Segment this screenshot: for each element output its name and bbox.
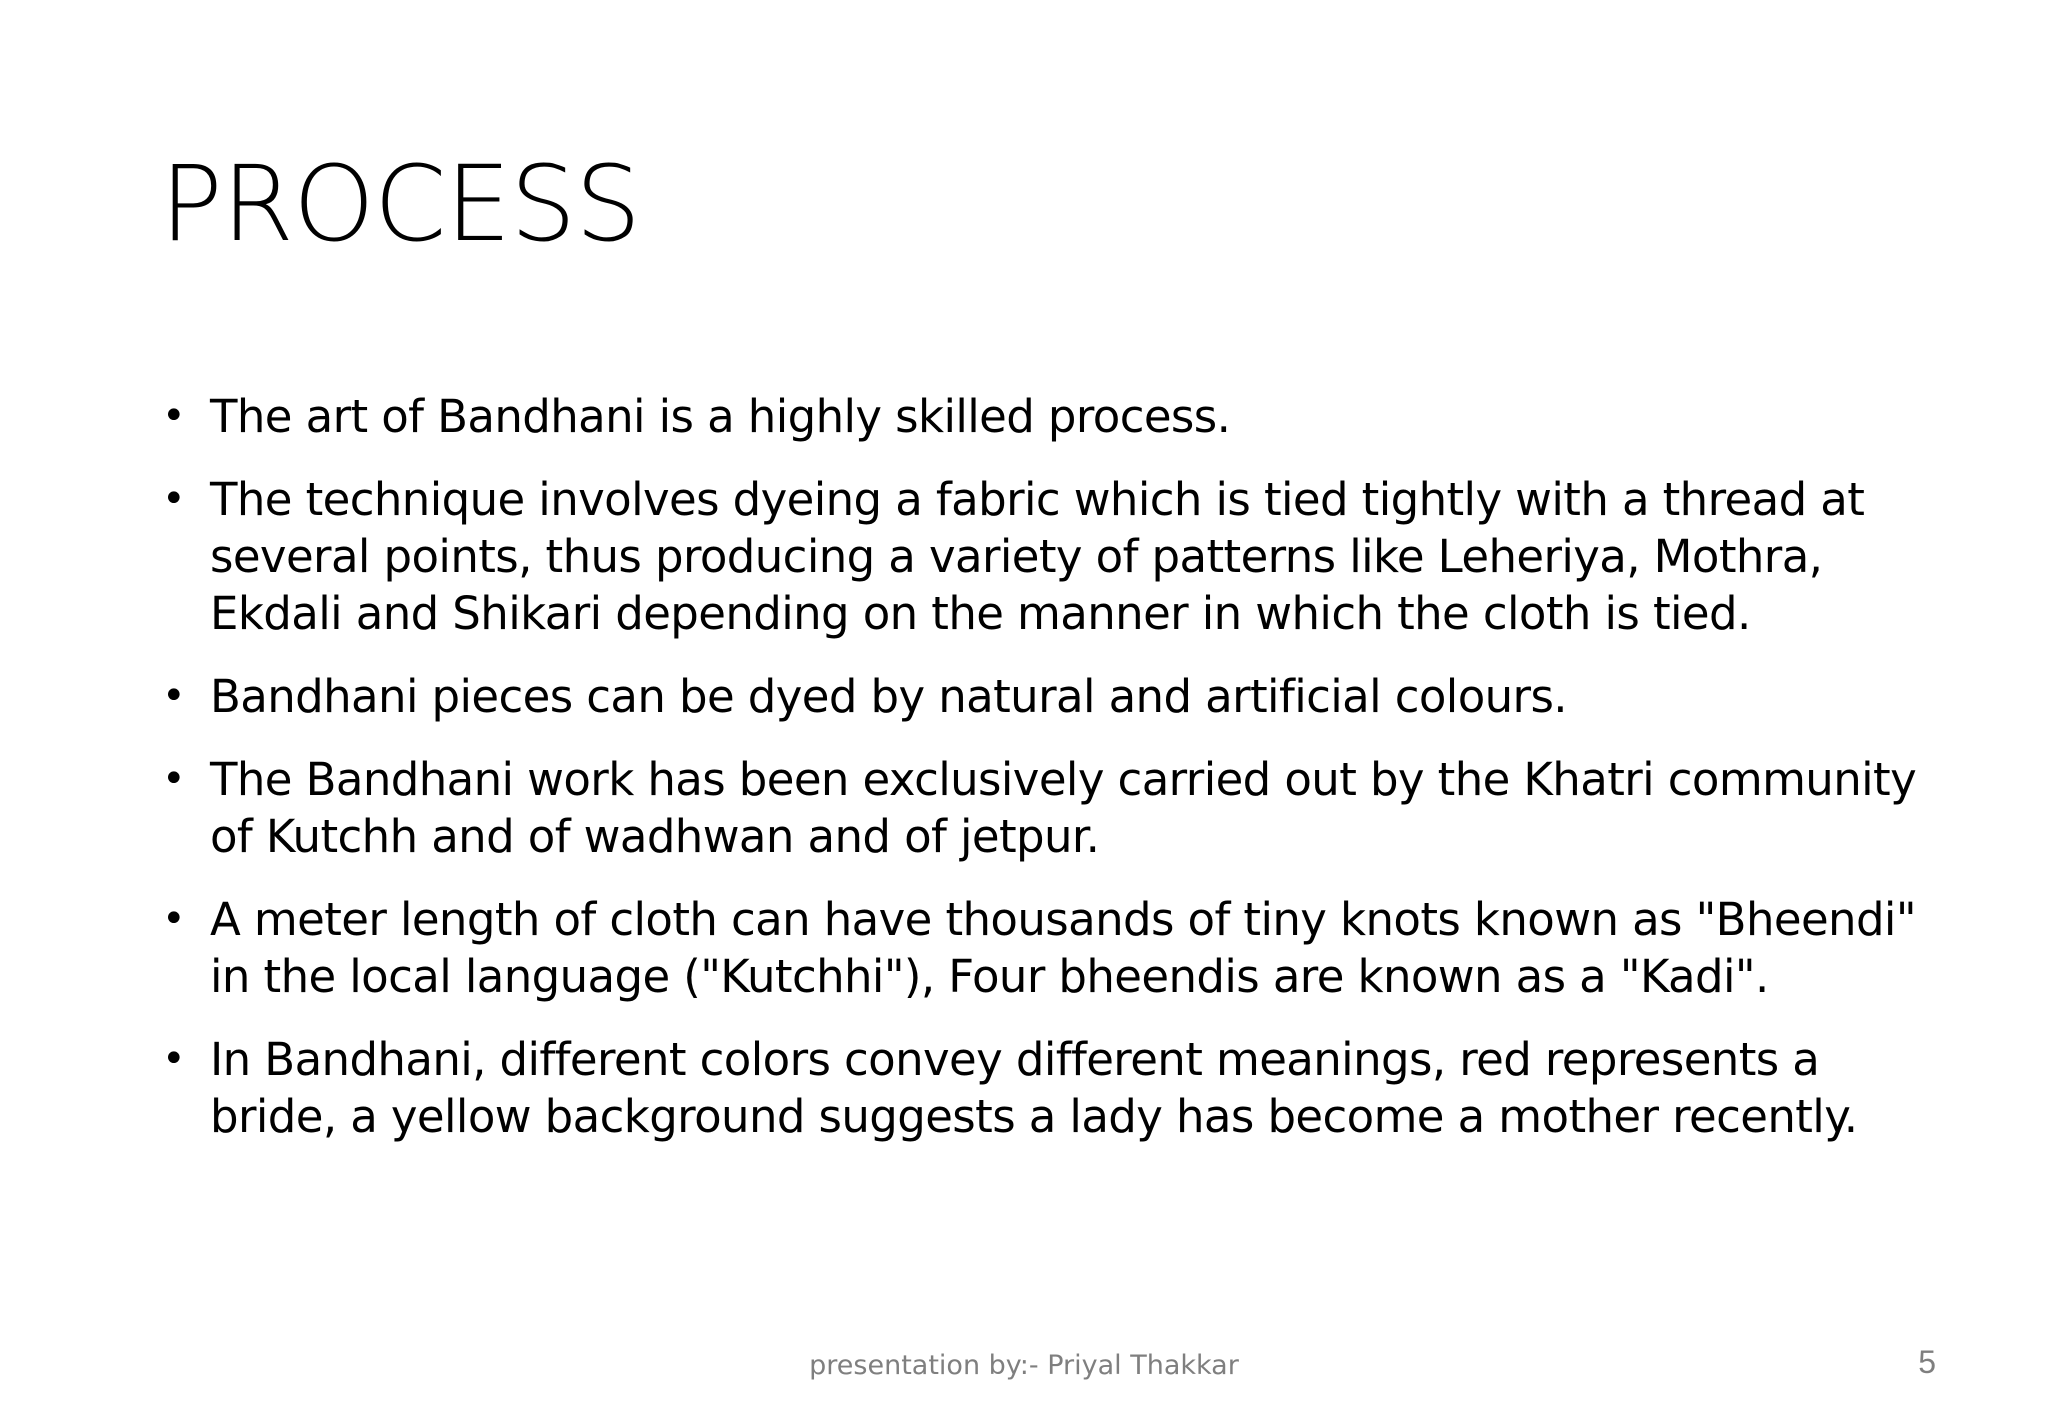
bullet-text: The art of Bandhani is a highly skilled process. [210,390,1231,443]
bullet-text: A meter length of cloth can have thousands of tiny knots known as "Bheendi" in the local language ("Kutchhi"), Four bheendis are known as a "Kadi". [210,893,1916,1003]
bullet-icon: • [162,756,185,802]
bullet-item [160,1031,1920,1145]
bullet-icon: • [162,673,185,719]
bullet-list [160,388,1920,1171]
bullet-icon: • [162,1036,185,1082]
bullet-text: In Bandhani, different colors convey different meanings, red represents a bride, a yellow background suggests a lady has become a mother recently. [210,1033,1858,1143]
bullet-item [160,668,1920,725]
bullet-item [160,751,1920,865]
bullet-text: Bandhani pieces can be dyed by natural and artificial colours. [210,670,1568,723]
bullet-item [160,471,1920,642]
bullet-text: The Bandhani work has been exclusively carried out by the Khatri community of Kutchh and of wadhwan and of jetpur. [210,753,1917,863]
bullet-item [160,891,1920,1005]
page-number: 5 [1918,1344,1936,1380]
bullet-item [160,388,1920,445]
bullet-icon: • [162,896,185,942]
slide-footer: presentation by:- Priyal Thakkar [809,1350,1239,1381]
slide-title: PROCESS [160,143,641,265]
bullet-icon: • [162,476,185,522]
bullet-icon: • [162,393,185,439]
bullet-text: The technique involves dyeing a fabric which is tied tightly with a thread at several points, thus producing a variety of patterns like Leheriya, Mothra, Ekdali and Shikari depending on the manner in which the cloth is tied. [210,473,1865,640]
